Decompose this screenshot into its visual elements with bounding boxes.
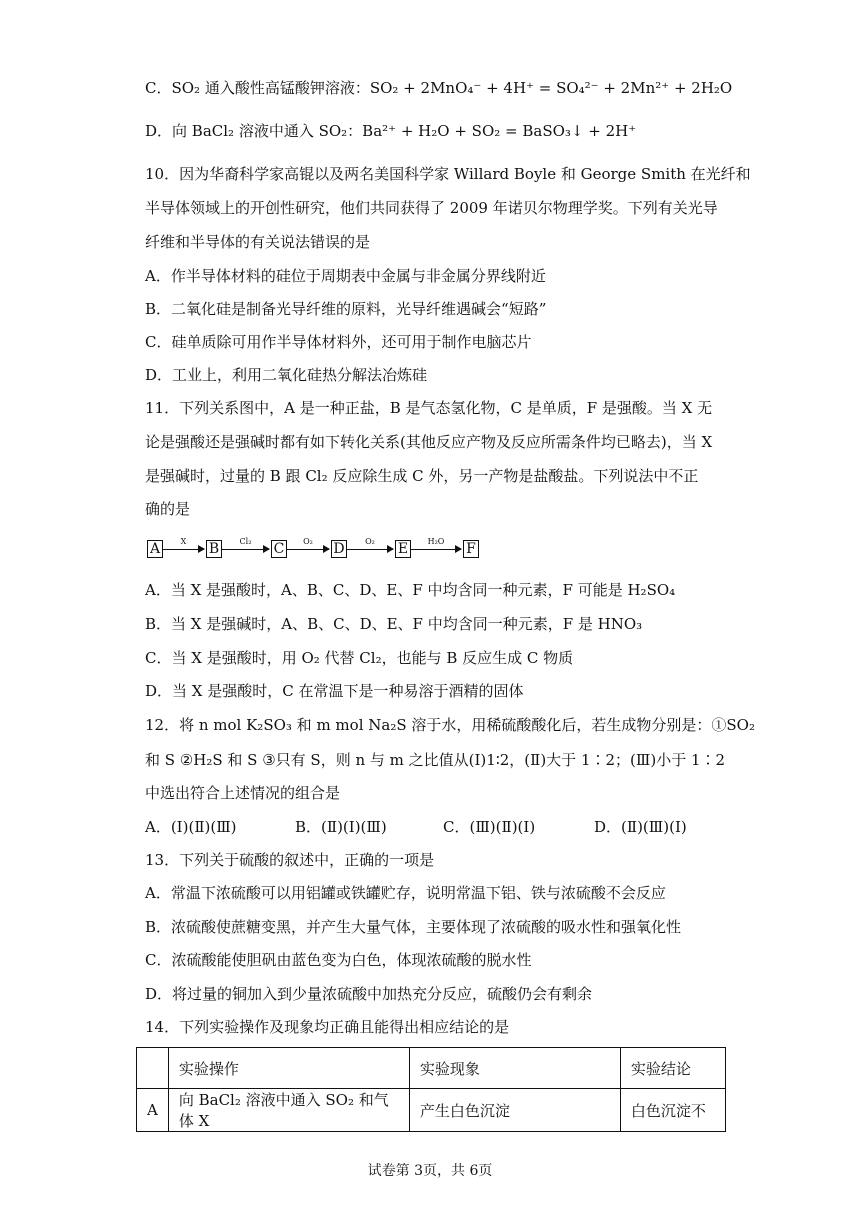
q14-stem: 14．下列实验操作及现象均正确且能得出相应结论的是 (145, 1018, 510, 1036)
q11-option-a: A．当 X 是强酸时，A、B、C、D、E、F 中均含同一种元素，F 可能是 H₂SO₄ (145, 581, 676, 599)
flow-label: O₂ (303, 537, 313, 546)
q14-experiment-table (136, 1047, 726, 1132)
flow-node: E (395, 540, 411, 558)
q10-stem-line1: 10．因为华裔科学家高锟以及两名美国科学家 Willard Boyle 和 George Smith 在光纤和 (145, 165, 751, 183)
q11-option-d: D．当 X 是强酸时，C 在常温下是一种易溶于酒精的固体 (145, 682, 524, 700)
table-cell: 向 BaCl₂ 溶液中通入 SO₂ 和气体 X (168, 1089, 409, 1132)
q10-option-b: B．二氧化硅是制备光导纤维的原料，光导纤维遇碱会“短路” (145, 300, 547, 318)
q11-option-b: B．当 X 是强碱时，A、B、C、D、E、F 中均含同一种元素，F 是 HNO₃ (145, 615, 643, 633)
table-cell: A (137, 1089, 169, 1132)
table-header-cell (137, 1048, 169, 1089)
q10-option-a: A．作半导体材料的硅位于周期表中金属与非金属分界线附近 (145, 267, 546, 285)
q12-option-b: B．(Ⅱ)(Ⅰ)(Ⅲ) (295, 818, 387, 836)
flow-node: C (271, 540, 287, 558)
q11-stem-line4: 确的是 (145, 500, 191, 518)
flow-node: B (206, 540, 222, 558)
flow-node: F (463, 540, 479, 558)
flow-node: A (147, 540, 163, 558)
flow-label: Cl₂ (239, 537, 252, 546)
flow-label: X (180, 537, 187, 546)
page-footer: 试卷第 3页，共 6页 (367, 1163, 493, 1179)
q11-stem-line3: 是强碱时，过量的 B 跟 Cl₂ 反应除生成 C 外，另一产物是盐酸盐。下列说法中不正 (145, 467, 699, 485)
q11-transformation-diagram (147, 537, 487, 560)
table-cell: 产生白色沉淀 (409, 1089, 620, 1132)
q9-option-c: C．SO₂ 通入酸性高锰酸钾溶液：SO₂ + 2MnO₄⁻ + 4H⁺ = SO₄²⁻ + 2Mn²⁺ + 2H₂O (145, 79, 733, 97)
flow-label: O₂ (365, 537, 375, 546)
flow-arrow (347, 549, 393, 550)
q11-stem-line2: 论是强酸还是强碱时都有如下转化关系(其他反应产物及反应所需条件均已略去)，当 X (145, 433, 713, 451)
table-header-cell: 实验结论 (620, 1048, 725, 1089)
flow-node: D (331, 540, 347, 558)
flow-arrow (163, 549, 204, 550)
q13-option-a: A．常温下浓硫酸可以用铝罐或铁罐贮存，说明常温下铝、铁与浓硫酸不会反应 (145, 884, 666, 902)
q11-stem-line1: 11．下列关系图中，A 是一种正盐，B 是气态氢化物，C 是单质，F 是强酸。当 X 无 (145, 399, 713, 417)
q10-stem-line2: 半导体领域上的开创性研究，他们共同获得了 2009 年诺贝尔物理学奖。下列有关光导 (145, 199, 718, 217)
q10-stem-line3: 纤维和半导体的有关说法错误的是 (145, 233, 371, 251)
q12-option-a: A．(Ⅰ)(Ⅱ)(Ⅲ) (145, 818, 237, 836)
flow-arrow (411, 549, 461, 550)
flow-arrow (222, 549, 269, 550)
flow-label: H₂O (427, 537, 445, 546)
q13-stem: 13．下列关于硫酸的叙述中，正确的一项是 (145, 851, 435, 869)
table-header-cell: 实验操作 (168, 1048, 409, 1089)
q13-option-d: D．将过量的铜加入到少量浓硫酸中加热充分反应，硫酸仍会有剩余 (145, 985, 593, 1003)
q12-stem-line3: 中选出符合上述情况的组合是 (145, 784, 341, 802)
flow-arrow (287, 549, 329, 550)
q10-option-c: C．硅单质除可用作半导体材料外，还可用于制作电脑芯片 (145, 333, 532, 351)
q9-option-d: D．向 BaCl₂ 溶液中通入 SO₂：Ba²⁺ + H₂O + SO₂ = BaSO₃↓ + 2H⁺ (145, 122, 637, 140)
q12-option-c: C．(Ⅲ)(Ⅱ)(Ⅰ) (443, 818, 536, 836)
q13-option-c: C．浓硫酸能使胆矾由蓝色变为白色，体现浓硫酸的脱水性 (145, 951, 532, 969)
table-header-cell: 实验现象 (409, 1048, 620, 1089)
q13-option-b: B．浓硫酸使蔗糖变黑，并产生大量气体，主要体现了浓硫酸的吸水性和强氧化性 (145, 918, 682, 936)
q12-stem-line2: 和 S ②H₂S 和 S ③只有 S，则 n 与 m 之比值从(Ⅰ)1∶2，(Ⅱ)大于 1∶2；(Ⅲ)小于 1∶2 (145, 751, 726, 769)
table-header-row (137, 1048, 726, 1089)
q10-option-d: D．工业上，利用二氧化硅热分解法冶炼硅 (145, 366, 428, 384)
q11-option-c: C．当 X 是强酸时，用 O₂ 代替 Cl₂，也能与 B 反应生成 C 物质 (145, 649, 574, 667)
q12-stem-line1: 12．将 n mol K₂SO₃ 和 m mol Na₂S 溶于水，用稀硫酸酸化后，若生成物分别是：①SO₂ (145, 716, 755, 734)
q12-option-d: D．(Ⅱ)(Ⅲ)(Ⅰ) (594, 818, 687, 836)
table-cell: 白色沉淀不 (620, 1089, 725, 1132)
table-row (137, 1089, 726, 1132)
